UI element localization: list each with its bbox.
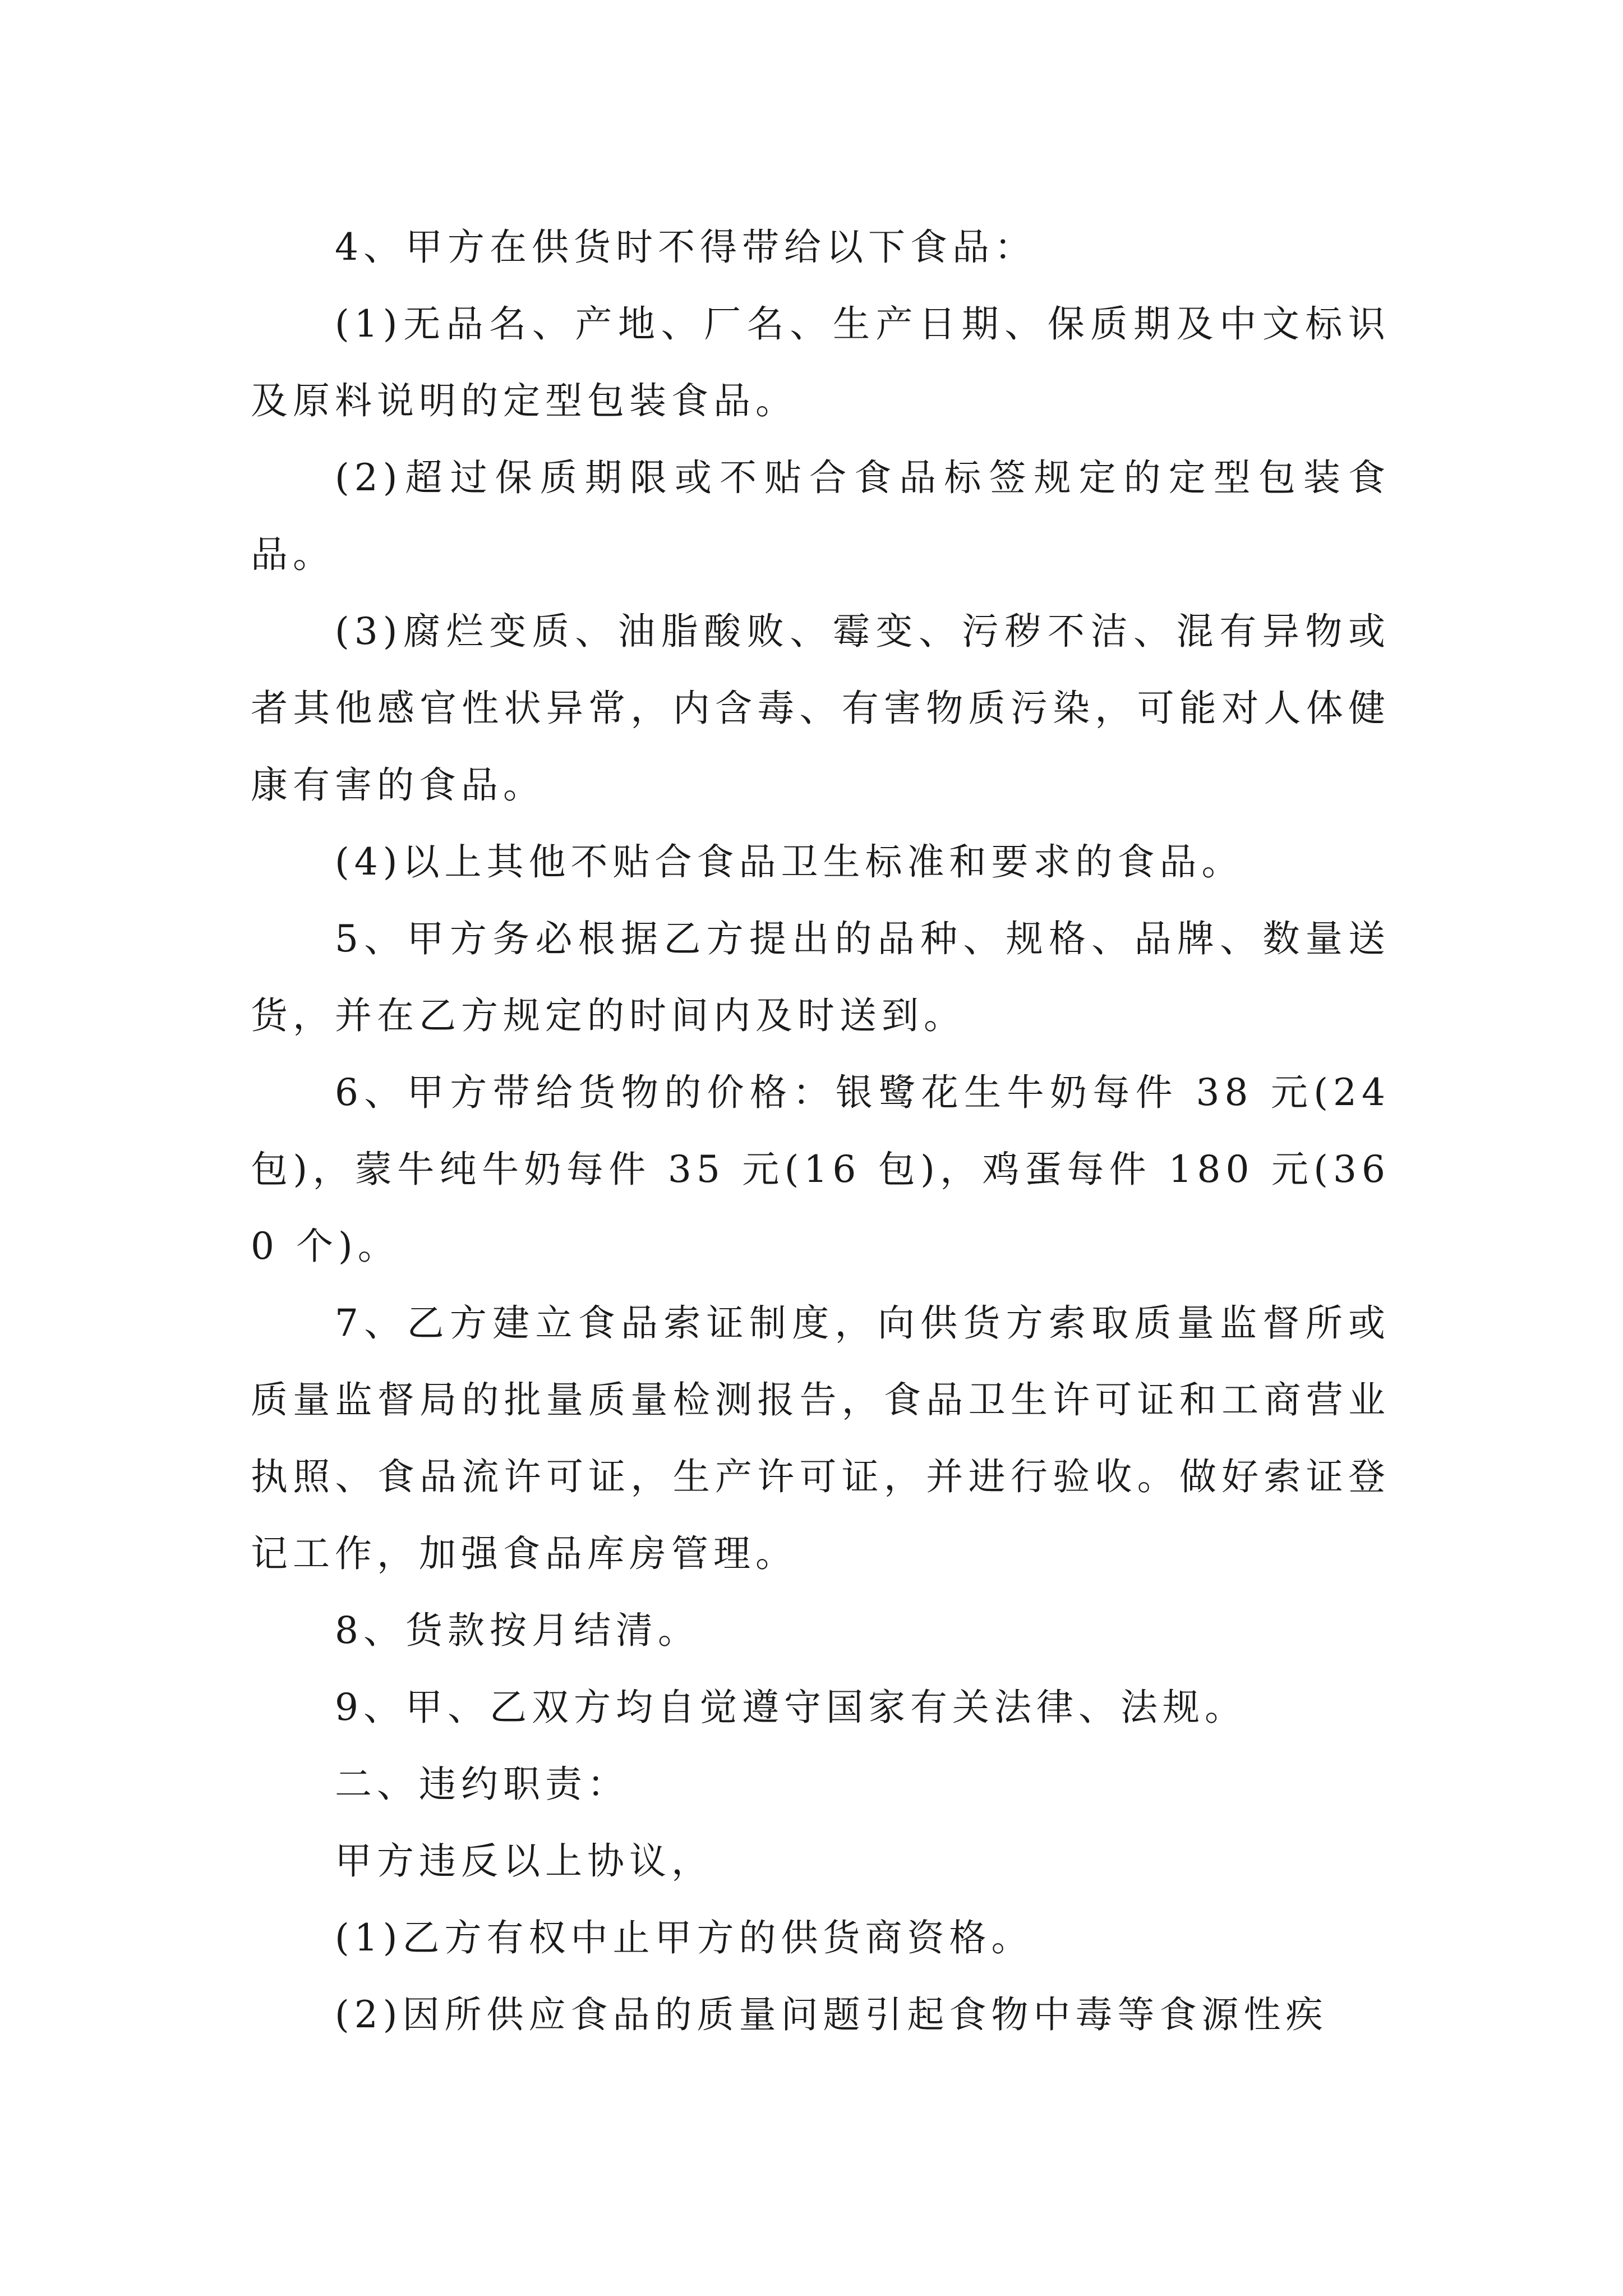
paragraph-item-8: 8、货款按月结清。: [335, 1609, 700, 1652]
paragraph-item-7: 7、乙方建立食品索证制度，向供货方索取质量监督所或质量监督局的批量质量检测报告，食品卫生许可证和工商营业执照、食品流许可证，生产许可证，并进行验收。做好索证登记工作，加强食品库房管理。: [251, 1301, 1390, 1575]
paragraph-breach-intro: 甲方违反以上协议，: [335, 1839, 713, 1883]
paragraph-sub-1: (1)无品名、产地、厂名、生产日期、保质期及中文标识及原料说明的定型包装食品。: [251, 302, 1390, 422]
paragraph-item-4: 4、甲方在供货时不得带给以下食品：: [335, 226, 1036, 269]
paragraph-breach-1: (1)乙方有权中止甲方的供货商资格。: [335, 1916, 1034, 1959]
paragraph-item-5: 5、甲方务必根据乙方提出的品种、规格、品牌、数量送货，并在乙方规定的时间内及时送到。: [251, 917, 1390, 1037]
paragraph-sub-2: (2)超过保质期限或不贴合食品标签规定的定型包装食品。: [251, 456, 1390, 576]
document-body: [251, 209, 1390, 2053]
paragraph-item-9: 9、甲、乙双方均自觉遵守国家有关法律、法规。: [335, 1686, 1247, 1729]
paragraph-sub-4: (4)以上其他不贴合食品卫生标准和要求的食品。: [335, 840, 1244, 884]
section-heading-breach: 二、违约职责：: [335, 1763, 629, 1806]
paragraph-breach-2: (2)因所供应食品的质量问题引起食物中毒等食源性疾: [335, 1993, 1328, 2036]
paragraph-sub-3: (3)腐烂变质、油脂酸败、霉变、污秽不洁、混有异物或者其他感官性状异常，内含毒、有害物质污染，可能对人体健康有害的食品。: [251, 610, 1390, 807]
paragraph-item-6-prices: 6、甲方带给货物的价格：银鹭花生牛奶每件 38 元(24 包)，蒙牛纯牛奶每件 35 元(16 包)，鸡蛋每件 180 元(360 个)。: [251, 1071, 1390, 1268]
